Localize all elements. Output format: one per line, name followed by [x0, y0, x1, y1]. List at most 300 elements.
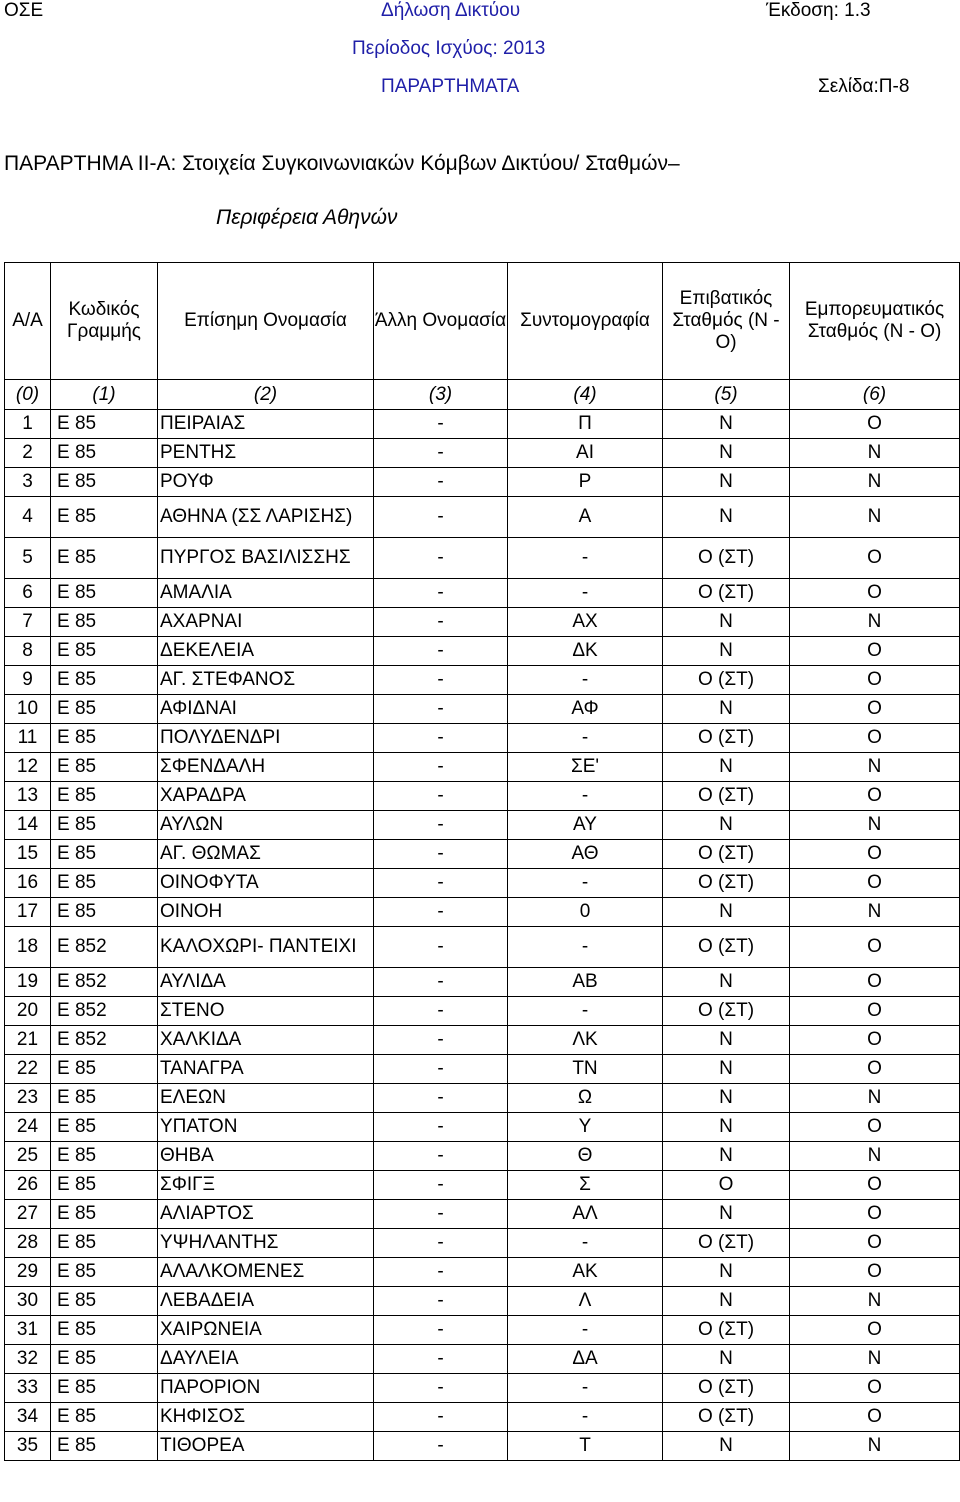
freight-station-cell: Ο [790, 997, 960, 1026]
official-name-cell: ΠΟΛΥΔΕΝΔΡΙ [158, 724, 374, 753]
row-number-cell: 8 [5, 637, 51, 666]
table-row [5, 927, 960, 968]
passenger-station-cell: Ο (ΣΤ) [663, 927, 790, 968]
row-number-cell: 26 [5, 1171, 51, 1200]
passenger-station-cell: Ν [663, 1432, 790, 1461]
passenger-station-cell: Ο (ΣΤ) [663, 538, 790, 579]
passenger-station-cell: Ν [663, 410, 790, 439]
row-number-cell: 18 [5, 927, 51, 968]
row-number-cell: 34 [5, 1403, 51, 1432]
row-number-cell: 30 [5, 1287, 51, 1316]
other-name-cell: - [374, 1055, 508, 1084]
other-name-cell: - [374, 1403, 508, 1432]
column-index: (2) [158, 380, 374, 410]
row-number-cell: 14 [5, 811, 51, 840]
official-name-cell: ΔΕΚΕΛΕΙΑ [158, 637, 374, 666]
abbreviation-cell: ΑΦ [508, 695, 663, 724]
freight-station-cell: Ο [790, 840, 960, 869]
line-code-cell: Ε 85 [51, 497, 158, 538]
line-code-cell: Ε 85 [51, 1258, 158, 1287]
passenger-station-cell: Ν [663, 1084, 790, 1113]
other-name-cell: - [374, 753, 508, 782]
header-version: Έκδοση: 1.3 [766, 0, 871, 21]
passenger-station-cell: Ο (ΣΤ) [663, 666, 790, 695]
freight-station-cell: Ο [790, 1403, 960, 1432]
row-number-cell: 29 [5, 1258, 51, 1287]
passenger-station-cell: Ν [663, 1287, 790, 1316]
other-name-cell: - [374, 1229, 508, 1258]
other-name-cell: - [374, 840, 508, 869]
row-number-cell: 24 [5, 1113, 51, 1142]
passenger-station-cell: Ο (ΣΤ) [663, 1316, 790, 1345]
abbreviation-cell: - [508, 997, 663, 1026]
official-name-cell: ΑΛΑΛΚΟΜΕΝΕΣ [158, 1258, 374, 1287]
table-row [5, 1055, 960, 1084]
abbreviation-cell: ΑΙ [508, 439, 663, 468]
passenger-station-cell: Ν [663, 1142, 790, 1171]
table-row [5, 695, 960, 724]
line-code-cell: Ε 852 [51, 927, 158, 968]
official-name-cell: ΑΥΛΙΔΑ [158, 968, 374, 997]
line-code-cell: Ε 85 [51, 538, 158, 579]
other-name-cell: - [374, 695, 508, 724]
stations-table [4, 262, 960, 1461]
passenger-station-cell: Ο (ΣΤ) [663, 1374, 790, 1403]
page-title: ΠΑΡΑΡΤΗΜΑ ΙΙ-Α: Στοιχεία Συγκοινωνιακών Κόμβων Δικτύου/ Σταθμών– [4, 152, 680, 175]
abbreviation-cell: ΛΚ [508, 1026, 663, 1055]
line-code-cell: Ε 852 [51, 997, 158, 1026]
other-name-cell: - [374, 579, 508, 608]
official-name-cell: ΥΨΗΛΑΝΤΗΣ [158, 1229, 374, 1258]
passenger-station-cell: Ο (ΣΤ) [663, 1403, 790, 1432]
passenger-station-cell: Ν [663, 695, 790, 724]
abbreviation-cell: - [508, 869, 663, 898]
line-code-cell: Ε 85 [51, 1432, 158, 1461]
other-name-cell: - [374, 898, 508, 927]
row-number-cell: 10 [5, 695, 51, 724]
official-name-cell: ΡΕΝΤΗΣ [158, 439, 374, 468]
column-header: Συντομογραφία [508, 263, 663, 380]
table-row [5, 1171, 960, 1200]
other-name-cell: - [374, 666, 508, 695]
other-name-cell: - [374, 538, 508, 579]
table-row [5, 1374, 960, 1403]
line-code-cell: Ε 85 [51, 1403, 158, 1432]
row-number-cell: 12 [5, 753, 51, 782]
abbreviation-cell: Τ [508, 1432, 663, 1461]
row-number-cell: 22 [5, 1055, 51, 1084]
official-name-cell: ΑΛΙΑΡΤΟΣ [158, 1200, 374, 1229]
freight-station-cell: Ο [790, 968, 960, 997]
header-org: ΟΣΕ [4, 0, 44, 21]
page-subtitle: Περιφέρεια Αθηνών [216, 206, 398, 229]
column-index: (4) [508, 380, 663, 410]
abbreviation-cell: - [508, 1316, 663, 1345]
abbreviation-cell: - [508, 538, 663, 579]
column-header: Επίσημη Ονομασία [158, 263, 374, 380]
freight-station-cell: Ο [790, 869, 960, 898]
line-code-cell: Ε 85 [51, 1316, 158, 1345]
other-name-cell: - [374, 1374, 508, 1403]
table-row [5, 840, 960, 869]
abbreviation-cell: ΑΚ [508, 1258, 663, 1287]
freight-station-cell: Ο [790, 579, 960, 608]
passenger-station-cell: Ν [663, 898, 790, 927]
column-index: (1) [51, 380, 158, 410]
row-number-cell: 11 [5, 724, 51, 753]
abbreviation-cell: ΑΧ [508, 608, 663, 637]
abbreviation-cell: Σ [508, 1171, 663, 1200]
other-name-cell: - [374, 724, 508, 753]
abbreviation-cell: Α [508, 497, 663, 538]
line-code-cell: Ε 852 [51, 1026, 158, 1055]
table-row [5, 753, 960, 782]
freight-station-cell: Ο [790, 1026, 960, 1055]
official-name-cell: ΑΜΑΛΙΑ [158, 579, 374, 608]
table-row [5, 1316, 960, 1345]
other-name-cell: - [374, 968, 508, 997]
official-name-cell: ΟΙΝΟΦΥΤΑ [158, 869, 374, 898]
official-name-cell: ΘΗΒΑ [158, 1142, 374, 1171]
other-name-cell: - [374, 468, 508, 497]
passenger-station-cell: Ν [663, 968, 790, 997]
column-index: (0) [5, 380, 51, 410]
freight-station-cell: Ο [790, 666, 960, 695]
row-number-cell: 32 [5, 1345, 51, 1374]
passenger-station-cell: Ο (ΣΤ) [663, 724, 790, 753]
passenger-station-cell: Ν [663, 1345, 790, 1374]
line-code-cell: Ε 85 [51, 666, 158, 695]
table-row [5, 1258, 960, 1287]
row-number-cell: 17 [5, 898, 51, 927]
freight-station-cell: Ο [790, 1374, 960, 1403]
line-code-cell: Ε 85 [51, 695, 158, 724]
other-name-cell: - [374, 439, 508, 468]
row-number-cell: 21 [5, 1026, 51, 1055]
freight-station-cell: Ο [790, 724, 960, 753]
passenger-station-cell: Ν [663, 1026, 790, 1055]
freight-station-cell: Ο [790, 1171, 960, 1200]
line-code-cell: Ε 85 [51, 840, 158, 869]
other-name-cell: - [374, 1200, 508, 1229]
freight-station-cell: Ν [790, 898, 960, 927]
freight-station-cell: Ν [790, 439, 960, 468]
abbreviation-cell: ΑΛ [508, 1200, 663, 1229]
line-code-cell: Ε 85 [51, 439, 158, 468]
freight-station-cell: Ο [790, 637, 960, 666]
official-name-cell: ΑΓ. ΘΩΜΑΣ [158, 840, 374, 869]
line-code-cell: Ε 85 [51, 1200, 158, 1229]
line-code-cell: Ε 85 [51, 1374, 158, 1403]
abbreviation-cell: ΑΒ [508, 968, 663, 997]
official-name-cell: ΣΦΕΝΔΑΛΗ [158, 753, 374, 782]
row-number-cell: 16 [5, 869, 51, 898]
passenger-station-cell: Ο (ΣΤ) [663, 1229, 790, 1258]
abbreviation-cell: Λ [508, 1287, 663, 1316]
official-name-cell: ΤΙΘΟΡΕΑ [158, 1432, 374, 1461]
other-name-cell: - [374, 1026, 508, 1055]
row-number-cell: 23 [5, 1084, 51, 1113]
table-row [5, 1345, 960, 1374]
row-number-cell: 28 [5, 1229, 51, 1258]
abbreviation-cell: Θ [508, 1142, 663, 1171]
abbreviation-cell: Π [508, 410, 663, 439]
column-index: (5) [663, 380, 790, 410]
table-row [5, 608, 960, 637]
freight-station-cell: Ν [790, 1142, 960, 1171]
official-name-cell: ΠΥΡΓΟΣ ΒΑΣΙΛΙΣΣΗΣ [158, 538, 374, 579]
row-number-cell: 20 [5, 997, 51, 1026]
table-row [5, 724, 960, 753]
freight-station-cell: Ο [790, 538, 960, 579]
passenger-station-cell: Ν [663, 1055, 790, 1084]
column-index: (3) [374, 380, 508, 410]
official-name-cell: ΑΘΗΝΑ (ΣΣ ΛΑΡΙΣΗΣ) [158, 497, 374, 538]
passenger-station-cell: Ν [663, 811, 790, 840]
line-code-cell: Ε 85 [51, 811, 158, 840]
abbreviation-cell: - [508, 927, 663, 968]
other-name-cell: - [374, 1287, 508, 1316]
abbreviation-cell: - [508, 1403, 663, 1432]
line-code-cell: Ε 85 [51, 468, 158, 497]
official-name-cell: ΚΑΛΟΧΩΡΙ- ΠΑΝΤΕΙΧΙ [158, 927, 374, 968]
other-name-cell: - [374, 1084, 508, 1113]
abbreviation-cell: - [508, 579, 663, 608]
freight-station-cell: Ν [790, 608, 960, 637]
abbreviation-cell: Ω [508, 1084, 663, 1113]
official-name-cell: ΟΙΝΟΗ [158, 898, 374, 927]
other-name-cell: - [374, 1113, 508, 1142]
table-row [5, 811, 960, 840]
table-row [5, 1287, 960, 1316]
table-row [5, 997, 960, 1026]
column-header: Α/Α [5, 263, 51, 380]
abbreviation-cell: ΣΕ' [508, 753, 663, 782]
abbreviation-cell: ΤΝ [508, 1055, 663, 1084]
table-row [5, 1084, 960, 1113]
freight-station-cell: Ν [790, 1287, 960, 1316]
passenger-station-cell: Ν [663, 1113, 790, 1142]
other-name-cell: - [374, 637, 508, 666]
passenger-station-cell: Ν [663, 439, 790, 468]
official-name-cell: ΕΛΕΩΝ [158, 1084, 374, 1113]
table-row [5, 637, 960, 666]
passenger-station-cell: Ο [663, 1171, 790, 1200]
row-number-cell: 35 [5, 1432, 51, 1461]
passenger-station-cell: Ο (ΣΤ) [663, 782, 790, 811]
line-code-cell: Ε 85 [51, 1171, 158, 1200]
abbreviation-cell: - [508, 724, 663, 753]
table-row [5, 666, 960, 695]
freight-station-cell: Ν [790, 468, 960, 497]
line-code-cell: Ε 85 [51, 579, 158, 608]
abbreviation-cell: ΔΚ [508, 637, 663, 666]
abbreviation-cell: ΑΘ [508, 840, 663, 869]
freight-station-cell: Ο [790, 1229, 960, 1258]
passenger-station-cell: Ν [663, 1258, 790, 1287]
official-name-cell: ΠΑΡΟΡΙΟΝ [158, 1374, 374, 1403]
official-name-cell: ΑΓ. ΣΤΕΦΑΝΟΣ [158, 666, 374, 695]
abbreviation-cell: - [508, 666, 663, 695]
table-row [5, 1200, 960, 1229]
other-name-cell: - [374, 1171, 508, 1200]
line-code-cell: Ε 85 [51, 1229, 158, 1258]
column-header: Επιβατικός Σταθμός (Ν - Ο) [663, 263, 790, 380]
passenger-station-cell: Ο (ΣΤ) [663, 840, 790, 869]
table-row [5, 497, 960, 538]
table-row [5, 439, 960, 468]
official-name-cell: ΧΑΡΑΔΡΑ [158, 782, 374, 811]
line-code-cell: Ε 852 [51, 968, 158, 997]
passenger-station-cell: Ν [663, 608, 790, 637]
line-code-cell: Ε 85 [51, 1287, 158, 1316]
table-row [5, 898, 960, 927]
table-row [5, 468, 960, 497]
passenger-station-cell: Ν [663, 1200, 790, 1229]
line-code-cell: Ε 85 [51, 637, 158, 666]
official-name-cell: ΥΠΑΤΟΝ [158, 1113, 374, 1142]
abbreviation-cell: 0 [508, 898, 663, 927]
table-row [5, 538, 960, 579]
passenger-station-cell: Ο (ΣΤ) [663, 869, 790, 898]
line-code-cell: Ε 85 [51, 608, 158, 637]
line-code-cell: Ε 85 [51, 782, 158, 811]
line-code-cell: Ε 85 [51, 1084, 158, 1113]
official-name-cell: ΧΑΛΚΙΔΑ [158, 1026, 374, 1055]
other-name-cell: - [374, 997, 508, 1026]
freight-station-cell: Ν [790, 1345, 960, 1374]
column-header: Κωδικός Γραμμής [51, 263, 158, 380]
freight-station-cell: Ο [790, 1200, 960, 1229]
passenger-station-cell: Ν [663, 468, 790, 497]
official-name-cell: ΔΑΥΛΕΙΑ [158, 1345, 374, 1374]
official-name-cell: ΠΕΙΡΑΙΑΣ [158, 410, 374, 439]
column-index-row [5, 380, 960, 410]
other-name-cell: - [374, 1432, 508, 1461]
header-section: ΠΑΡΑΡΤΗΜΑΤΑ [381, 76, 520, 97]
column-header: Άλλη Ονομασία [374, 263, 508, 380]
row-number-cell: 1 [5, 410, 51, 439]
table-row [5, 1432, 960, 1461]
row-number-cell: 25 [5, 1142, 51, 1171]
freight-station-cell: Ν [790, 1084, 960, 1113]
table-row [5, 968, 960, 997]
abbreviation-cell: - [508, 1229, 663, 1258]
passenger-station-cell: Ν [663, 497, 790, 538]
row-number-cell: 27 [5, 1200, 51, 1229]
line-code-cell: Ε 85 [51, 753, 158, 782]
other-name-cell: - [374, 608, 508, 637]
freight-station-cell: Ο [790, 1055, 960, 1084]
abbreviation-cell: - [508, 782, 663, 811]
line-code-cell: Ε 85 [51, 410, 158, 439]
other-name-cell: - [374, 811, 508, 840]
table-row [5, 1142, 960, 1171]
table-row [5, 782, 960, 811]
freight-station-cell: Ο [790, 1258, 960, 1287]
other-name-cell: - [374, 782, 508, 811]
official-name-cell: ΛΕΒΑΔΕΙΑ [158, 1287, 374, 1316]
freight-station-cell: Ο [790, 782, 960, 811]
row-number-cell: 13 [5, 782, 51, 811]
header-period: Περίοδος Ισχύος: 2013 [352, 38, 546, 59]
other-name-cell: - [374, 410, 508, 439]
official-name-cell: ΡΟΥΦ [158, 468, 374, 497]
official-name-cell: ΣΦΙΓΞ [158, 1171, 374, 1200]
freight-station-cell: Ν [790, 753, 960, 782]
freight-station-cell: Ο [790, 695, 960, 724]
row-number-cell: 19 [5, 968, 51, 997]
row-number-cell: 3 [5, 468, 51, 497]
row-number-cell: 9 [5, 666, 51, 695]
other-name-cell: - [374, 869, 508, 898]
row-number-cell: 2 [5, 439, 51, 468]
table-row [5, 1026, 960, 1055]
freight-station-cell: Ο [790, 410, 960, 439]
official-name-cell: ΑΥΛΩΝ [158, 811, 374, 840]
table-row [5, 1403, 960, 1432]
other-name-cell: - [374, 1316, 508, 1345]
column-header: Εμπορευματικός Σταθμός (Ν - Ο) [790, 263, 960, 380]
other-name-cell: - [374, 497, 508, 538]
header-document-title: Δήλωση Δικτύου [381, 0, 521, 21]
freight-station-cell: Ν [790, 1432, 960, 1461]
passenger-station-cell: Ο (ΣΤ) [663, 997, 790, 1026]
row-number-cell: 7 [5, 608, 51, 637]
other-name-cell: - [374, 1258, 508, 1287]
line-code-cell: Ε 85 [51, 1345, 158, 1374]
passenger-station-cell: Ν [663, 637, 790, 666]
line-code-cell: Ε 85 [51, 1113, 158, 1142]
abbreviation-cell: Υ [508, 1113, 663, 1142]
table-row [5, 869, 960, 898]
row-number-cell: 6 [5, 579, 51, 608]
freight-station-cell: Ο [790, 1316, 960, 1345]
official-name-cell: ΤΑΝΑΓΡΑ [158, 1055, 374, 1084]
official-name-cell: ΑΧΑΡΝΑΙ [158, 608, 374, 637]
column-index: (6) [790, 380, 960, 410]
line-code-cell: Ε 85 [51, 1142, 158, 1171]
official-name-cell: ΣΤΕΝΟ [158, 997, 374, 1026]
table-header-row [5, 263, 960, 380]
line-code-cell: Ε 85 [51, 869, 158, 898]
passenger-station-cell: Ο (ΣΤ) [663, 579, 790, 608]
other-name-cell: - [374, 1142, 508, 1171]
freight-station-cell: Ν [790, 497, 960, 538]
abbreviation-cell: ΑΥ [508, 811, 663, 840]
abbreviation-cell: Ρ [508, 468, 663, 497]
abbreviation-cell: - [508, 1374, 663, 1403]
table-row [5, 410, 960, 439]
other-name-cell: - [374, 927, 508, 968]
row-number-cell: 15 [5, 840, 51, 869]
row-number-cell: 4 [5, 497, 51, 538]
line-code-cell: Ε 85 [51, 1055, 158, 1084]
abbreviation-cell: ΔΑ [508, 1345, 663, 1374]
row-number-cell: 33 [5, 1374, 51, 1403]
row-number-cell: 5 [5, 538, 51, 579]
freight-station-cell: Ο [790, 927, 960, 968]
header-page-number: Σελίδα:Π-8 [818, 76, 910, 97]
line-code-cell: Ε 85 [51, 724, 158, 753]
table-body [5, 410, 960, 1461]
table-row [5, 1113, 960, 1142]
line-code-cell: Ε 85 [51, 898, 158, 927]
passenger-station-cell: Ν [663, 753, 790, 782]
other-name-cell: - [374, 1345, 508, 1374]
table-row [5, 579, 960, 608]
row-number-cell: 31 [5, 1316, 51, 1345]
